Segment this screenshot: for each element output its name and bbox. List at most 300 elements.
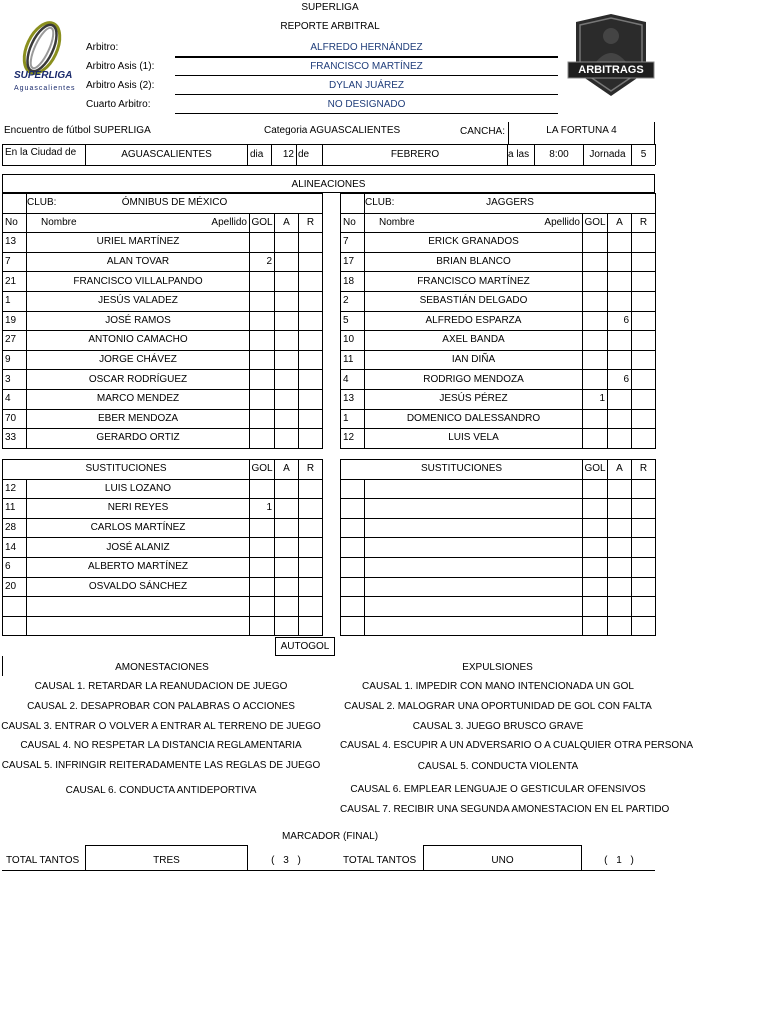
player-reds [299, 291, 323, 311]
away-subs-table [340, 459, 656, 636]
player-row [341, 389, 656, 409]
sub-number [341, 616, 365, 636]
player-number: 13 [341, 389, 365, 409]
player-goals [250, 389, 275, 409]
sub-name [27, 616, 250, 636]
expulsion-item: CAUSAL 4. ESCUPIR A UN ADVERSARIO O A CUALQUIER OTRA PERSONA [340, 740, 694, 751]
home-total-label: TOTAL TANTOS [6, 855, 80, 866]
player-cautions [608, 331, 632, 351]
player-goals [250, 311, 275, 331]
field-label: CANCHA: [460, 126, 506, 137]
player-reds [632, 272, 656, 292]
de-label: de [298, 149, 310, 160]
sub-reds [299, 538, 323, 558]
r-header: R [632, 460, 656, 480]
player-name: FRANCISCO VILLALPANDO [27, 272, 250, 292]
player-reds [299, 331, 323, 351]
player-row [341, 272, 656, 292]
player-goals [250, 291, 275, 311]
player-cautions [608, 291, 632, 311]
sub-name: LUIS LOZANO [27, 479, 250, 499]
player-number: 18 [341, 272, 365, 292]
sub-goals [583, 616, 608, 636]
player-row [3, 233, 323, 253]
away-lineup-table [340, 193, 656, 449]
player-row [341, 252, 656, 272]
score-title: MARCADOR (FINAL) [281, 831, 379, 842]
sub-number [341, 518, 365, 538]
sub-goals [250, 616, 275, 636]
sub-cautions [608, 577, 632, 597]
sub-number: 12 [3, 479, 27, 499]
player-name: URIEL MARTÍNEZ [27, 233, 250, 253]
a-header: A [275, 460, 299, 480]
player-cautions [275, 272, 299, 292]
player-cautions [275, 389, 299, 409]
superliga-logo-text: SUPERLIGA [14, 70, 73, 81]
player-goals [250, 331, 275, 351]
sub-name [365, 479, 583, 499]
sub-number [3, 597, 27, 617]
sub-reds [632, 499, 656, 519]
sub-cautions [608, 597, 632, 617]
player-cautions [275, 429, 299, 449]
sub-cautions [275, 499, 299, 519]
player-row [341, 233, 656, 253]
player-cautions: 6 [608, 311, 632, 331]
player-cautions [608, 272, 632, 292]
sub-reds [299, 597, 323, 617]
sub-row [341, 499, 656, 519]
sub-cautions [275, 518, 299, 538]
player-goals: 1 [583, 389, 608, 409]
player-name: IAN DIÑA [365, 350, 583, 370]
nombre-header: Nombre [379, 216, 415, 228]
player-name: BRIAN BLANCO [365, 252, 583, 272]
day-label: dia [250, 149, 264, 160]
sub-goals [250, 518, 275, 538]
sub-cautions [608, 518, 632, 538]
player-goals [583, 272, 608, 292]
sub-reds [299, 479, 323, 499]
home-lineup-table [2, 193, 323, 449]
sub-cautions [608, 479, 632, 499]
autogol-label: AUTOGOL [280, 641, 330, 652]
r-header: R [299, 460, 323, 480]
away-total-words: UNO [491, 855, 514, 866]
gol-header: GOL [250, 460, 275, 480]
sub-name [27, 597, 250, 617]
player-goals [250, 429, 275, 449]
sub-cautions [275, 616, 299, 636]
player-name: JESÚS PÉREZ [365, 389, 583, 409]
assistant2-label: Arbitro Asis (2): [86, 80, 155, 91]
sub-goals [250, 577, 275, 597]
player-number: 5 [341, 311, 365, 331]
sub-row [3, 479, 323, 499]
autogol-box [275, 637, 335, 656]
player-row [3, 311, 323, 331]
player-cautions [275, 350, 299, 370]
sub-cautions [275, 479, 299, 499]
player-row [3, 409, 323, 429]
player-number: 3 [3, 370, 27, 390]
player-number: 11 [341, 350, 365, 370]
player-row [3, 389, 323, 409]
player-cautions [608, 350, 632, 370]
gol-header: GOL [583, 213, 608, 233]
club-name: ÓMNIBUS DE MÉXICO [27, 194, 323, 214]
sub-cautions [275, 597, 299, 617]
player-goals [250, 350, 275, 370]
player-reds [299, 233, 323, 253]
player-goals [583, 233, 608, 253]
sub-cautions [608, 538, 632, 558]
player-cautions [608, 409, 632, 429]
arbitrags-logo-text: ARBITRAGS [578, 64, 644, 76]
player-name: SEBASTIÁN DELGADO [365, 291, 583, 311]
sub-number: 14 [3, 538, 27, 558]
apellido-header: Apellido [211, 216, 247, 228]
no-header: No [341, 213, 365, 233]
player-row [3, 252, 323, 272]
sub-goals [250, 538, 275, 558]
player-row [341, 429, 656, 449]
assistant1-value: FRANCISCO MARTÍNEZ [310, 61, 423, 72]
sub-goals [583, 557, 608, 577]
player-name: AXEL BANDA [365, 331, 583, 351]
player-row [3, 291, 323, 311]
player-reds [299, 409, 323, 429]
sub-name [365, 499, 583, 519]
sub-reds [632, 538, 656, 558]
sub-goals [250, 557, 275, 577]
caution-item: CAUSAL 2. DESAPROBAR CON PALABRAS O ACCIONES [27, 701, 295, 712]
player-reds [299, 389, 323, 409]
player-goals [583, 429, 608, 449]
home-subs-table [2, 459, 323, 636]
player-reds [299, 429, 323, 449]
sub-goals: 1 [250, 499, 275, 519]
r-header: R [632, 213, 656, 233]
player-reds [632, 331, 656, 351]
player-goals [583, 409, 608, 429]
sub-row [3, 577, 323, 597]
player-goals [250, 370, 275, 390]
sub-reds [299, 518, 323, 538]
expulsion-item: CAUSAL 1. IMPEDIR CON MANO INTENCIONADA UN GOL [362, 681, 634, 692]
sub-row [3, 597, 323, 617]
player-cautions [275, 233, 299, 253]
sub-row [341, 479, 656, 499]
player-reds [632, 429, 656, 449]
player-row [3, 331, 323, 351]
lineup-header-row [341, 213, 656, 233]
sub-cautions [608, 557, 632, 577]
sub-cautions [608, 616, 632, 636]
player-goals [583, 370, 608, 390]
sub-reds [632, 518, 656, 538]
player-number: 12 [341, 429, 365, 449]
city-value: AGUASCALIENTES [121, 149, 212, 160]
caution-item: CAUSAL 5. INFRINGIR REITERADAMENTE LAS REGLAS DE JUEGO [1, 760, 321, 771]
sub-row [341, 518, 656, 538]
sub-number: 20 [3, 577, 27, 597]
report-subtitle: REPORTE ARBITRAL [280, 21, 380, 32]
sub-name: OSVALDO SÁNCHEZ [27, 577, 250, 597]
player-name: GERARDO ORTIZ [27, 429, 250, 449]
sub-row [3, 538, 323, 558]
club-row [341, 194, 656, 214]
sub-row [341, 557, 656, 577]
time-label: a las [508, 149, 530, 160]
sub-number [341, 538, 365, 558]
player-row [341, 409, 656, 429]
player-reds [299, 272, 323, 292]
apellido-header: Apellido [544, 216, 580, 228]
player-row [3, 370, 323, 390]
player-row [3, 272, 323, 292]
sub-name [365, 538, 583, 558]
sub-reds [299, 499, 323, 519]
category-text: Categoria AGUASCALIENTES [264, 125, 401, 136]
sub-row [3, 499, 323, 519]
sub-goals [583, 577, 608, 597]
player-row [341, 331, 656, 351]
player-cautions [275, 370, 299, 390]
no-header: No [3, 213, 27, 233]
player-name: DOMENICO DALESSANDRO [365, 409, 583, 429]
player-number: 7 [341, 233, 365, 253]
lineup-header-row [3, 213, 323, 233]
round-value: 5 [640, 149, 647, 160]
player-cautions [608, 429, 632, 449]
player-number: 4 [341, 370, 365, 390]
sub-reds [632, 597, 656, 617]
player-cautions [275, 331, 299, 351]
player-reds [632, 291, 656, 311]
nombre-header: Nombre [41, 216, 77, 228]
expulsion-item: CAUSAL 6. EMPLEAR LENGUAJE O GESTICULAR OFENSIVOS [350, 784, 646, 795]
player-reds [632, 409, 656, 429]
month-value: FEBRERO [390, 149, 440, 160]
player-reds [299, 350, 323, 370]
subs-title: SUSTITUCIONES [3, 460, 250, 480]
sub-goals [583, 518, 608, 538]
sub-reds [632, 479, 656, 499]
player-name: ANTONIO CAMACHO [27, 331, 250, 351]
expulsion-item: CAUSAL 5. CONDUCTA VIOLENTA [417, 761, 579, 772]
player-number: 4 [3, 389, 27, 409]
club-label: CLUB: [3, 194, 27, 214]
gol-header: GOL [250, 213, 275, 233]
player-number: 10 [341, 331, 365, 351]
round-label: Jornada [589, 149, 626, 160]
player-row [341, 350, 656, 370]
sub-cautions [275, 557, 299, 577]
sub-name [365, 557, 583, 577]
sub-name [365, 577, 583, 597]
sub-number [341, 499, 365, 519]
cautions-title: AMONESTACIONES [115, 662, 209, 673]
player-goals [583, 311, 608, 331]
player-goals [250, 272, 275, 292]
player-name: ALFREDO ESPARZA [365, 311, 583, 331]
player-number: 27 [3, 331, 27, 351]
caution-item: CAUSAL 4. NO RESPETAR LA DISTANCIA REGLAMENTARIA [20, 740, 302, 751]
player-name: MARCO MENDEZ [27, 389, 250, 409]
sub-row [341, 616, 656, 636]
player-cautions [275, 409, 299, 429]
sub-reds [632, 616, 656, 636]
away-total-label: TOTAL TANTOS [343, 855, 417, 866]
home-total-words: TRES [153, 855, 180, 866]
city-label: En la Ciudad de [5, 147, 77, 158]
player-row [341, 370, 656, 390]
player-number: 70 [3, 409, 27, 429]
club-name: JAGGERS [365, 194, 656, 214]
sub-cautions [608, 499, 632, 519]
caution-item: CAUSAL 1. RETARDAR LA REANUDACION DE JUEGO [34, 681, 288, 692]
sub-name [365, 518, 583, 538]
time-value: 8:00 [549, 149, 569, 160]
player-number: 33 [3, 429, 27, 449]
sub-name [365, 616, 583, 636]
sub-number: 28 [3, 518, 27, 538]
player-cautions: 6 [608, 370, 632, 390]
sub-goals [583, 499, 608, 519]
report-title: SUPERLIGA [301, 2, 359, 13]
assistant2-value: DYLAN JUÁREZ [328, 80, 404, 91]
player-name: JORGE CHÁVEZ [27, 350, 250, 370]
a-header: A [608, 460, 632, 480]
referee-label: Arbitro: [86, 42, 119, 53]
expulsions-list [340, 680, 694, 820]
player-row [3, 350, 323, 370]
player-cautions [608, 233, 632, 253]
sub-row [341, 538, 656, 558]
player-reds [632, 389, 656, 409]
player-reds [632, 233, 656, 253]
sub-number [341, 597, 365, 617]
player-number: 19 [3, 311, 27, 331]
encounter-text: Encuentro de fútbol SUPERLIGA [4, 125, 151, 136]
player-number: 17 [341, 252, 365, 272]
arbitrags-logo [566, 10, 656, 100]
player-row [3, 429, 323, 449]
player-name: ERICK GRANADOS [365, 233, 583, 253]
arbitrags-shield-icon [566, 10, 656, 100]
player-number: 2 [341, 291, 365, 311]
name-header [27, 213, 250, 233]
sub-number: 11 [3, 499, 27, 519]
player-name: ALAN TOVAR [27, 252, 250, 272]
player-cautions [275, 252, 299, 272]
club-label: CLUB: [341, 194, 365, 214]
sub-row [3, 616, 323, 636]
expulsion-item: CAUSAL 3. JUEGO BRUSCO GRAVE [412, 721, 584, 732]
player-number: 1 [341, 409, 365, 429]
away-total-number: ( 1 ) [604, 855, 634, 866]
player-goals [250, 409, 275, 429]
caution-item: CAUSAL 3. ENTRAR O VOLVER A ENTRAR AL TERRENO DE JUEGO [1, 721, 321, 732]
sub-reds [299, 557, 323, 577]
day-value: 12 [282, 149, 294, 160]
player-name: FRANCISCO MARTÍNEZ [365, 272, 583, 292]
referee-value: ALFREDO HERNÁNDEZ [310, 42, 423, 53]
player-reds [632, 350, 656, 370]
sub-reds [632, 557, 656, 577]
player-name: RODRIGO MENDOZA [365, 370, 583, 390]
player-row [341, 291, 656, 311]
player-number: 21 [3, 272, 27, 292]
sub-row [3, 518, 323, 538]
expulsions-title: EXPULSIONES [462, 662, 533, 673]
a-header: A [275, 213, 299, 233]
sub-reds [632, 577, 656, 597]
player-row [341, 311, 656, 331]
player-goals [583, 291, 608, 311]
player-goals [583, 331, 608, 351]
player-cautions [608, 389, 632, 409]
sub-name [365, 597, 583, 617]
sub-cautions [275, 577, 299, 597]
fourth-referee-value: NO DESIGNADO [327, 99, 406, 110]
subs-header-row [341, 460, 656, 480]
caution-item: CAUSAL 6. CONDUCTA ANTIDEPORTIVA [65, 785, 257, 796]
player-reds [299, 370, 323, 390]
superliga-logo [8, 14, 84, 98]
sub-row [341, 577, 656, 597]
sub-cautions [275, 538, 299, 558]
player-number: 1 [3, 291, 27, 311]
expulsion-item: CAUSAL 2. MALOGRAR UNA OPORTUNIDAD DE GOL CON FALTA [344, 701, 652, 712]
assistant1-label: Arbitro Asis (1): [86, 61, 155, 72]
player-number: 13 [3, 233, 27, 253]
sub-number [341, 479, 365, 499]
home-total-number: ( 3 ) [271, 855, 301, 866]
sub-number [3, 616, 27, 636]
player-goals [250, 233, 275, 253]
fourth-referee-label: Cuarto Arbitro: [86, 99, 151, 110]
field-value: LA FORTUNA 4 [546, 125, 617, 136]
cautions-list [0, 680, 322, 800]
lineups-title: ALINEACIONES [291, 179, 366, 190]
player-number: 7 [3, 252, 27, 272]
name-header [365, 213, 583, 233]
sub-number [341, 577, 365, 597]
player-name: JESÚS VALADEZ [27, 291, 250, 311]
a-header: A [608, 213, 632, 233]
sub-goals [250, 597, 275, 617]
sub-row [341, 597, 656, 617]
player-name: LUIS VELA [365, 429, 583, 449]
sub-number: 6 [3, 557, 27, 577]
club-row [3, 194, 323, 214]
subs-header-row [3, 460, 323, 480]
player-number: 9 [3, 350, 27, 370]
lineups-title-bar [2, 174, 655, 193]
player-reds [632, 370, 656, 390]
player-goals [583, 350, 608, 370]
sub-goals [583, 597, 608, 617]
player-name: EBER MENDOZA [27, 409, 250, 429]
sub-reds [299, 616, 323, 636]
sub-name: JOSÉ ALANIZ [27, 538, 250, 558]
player-reds [299, 252, 323, 272]
player-cautions [275, 291, 299, 311]
superliga-logo-sub: Aguascalientes [14, 85, 76, 92]
